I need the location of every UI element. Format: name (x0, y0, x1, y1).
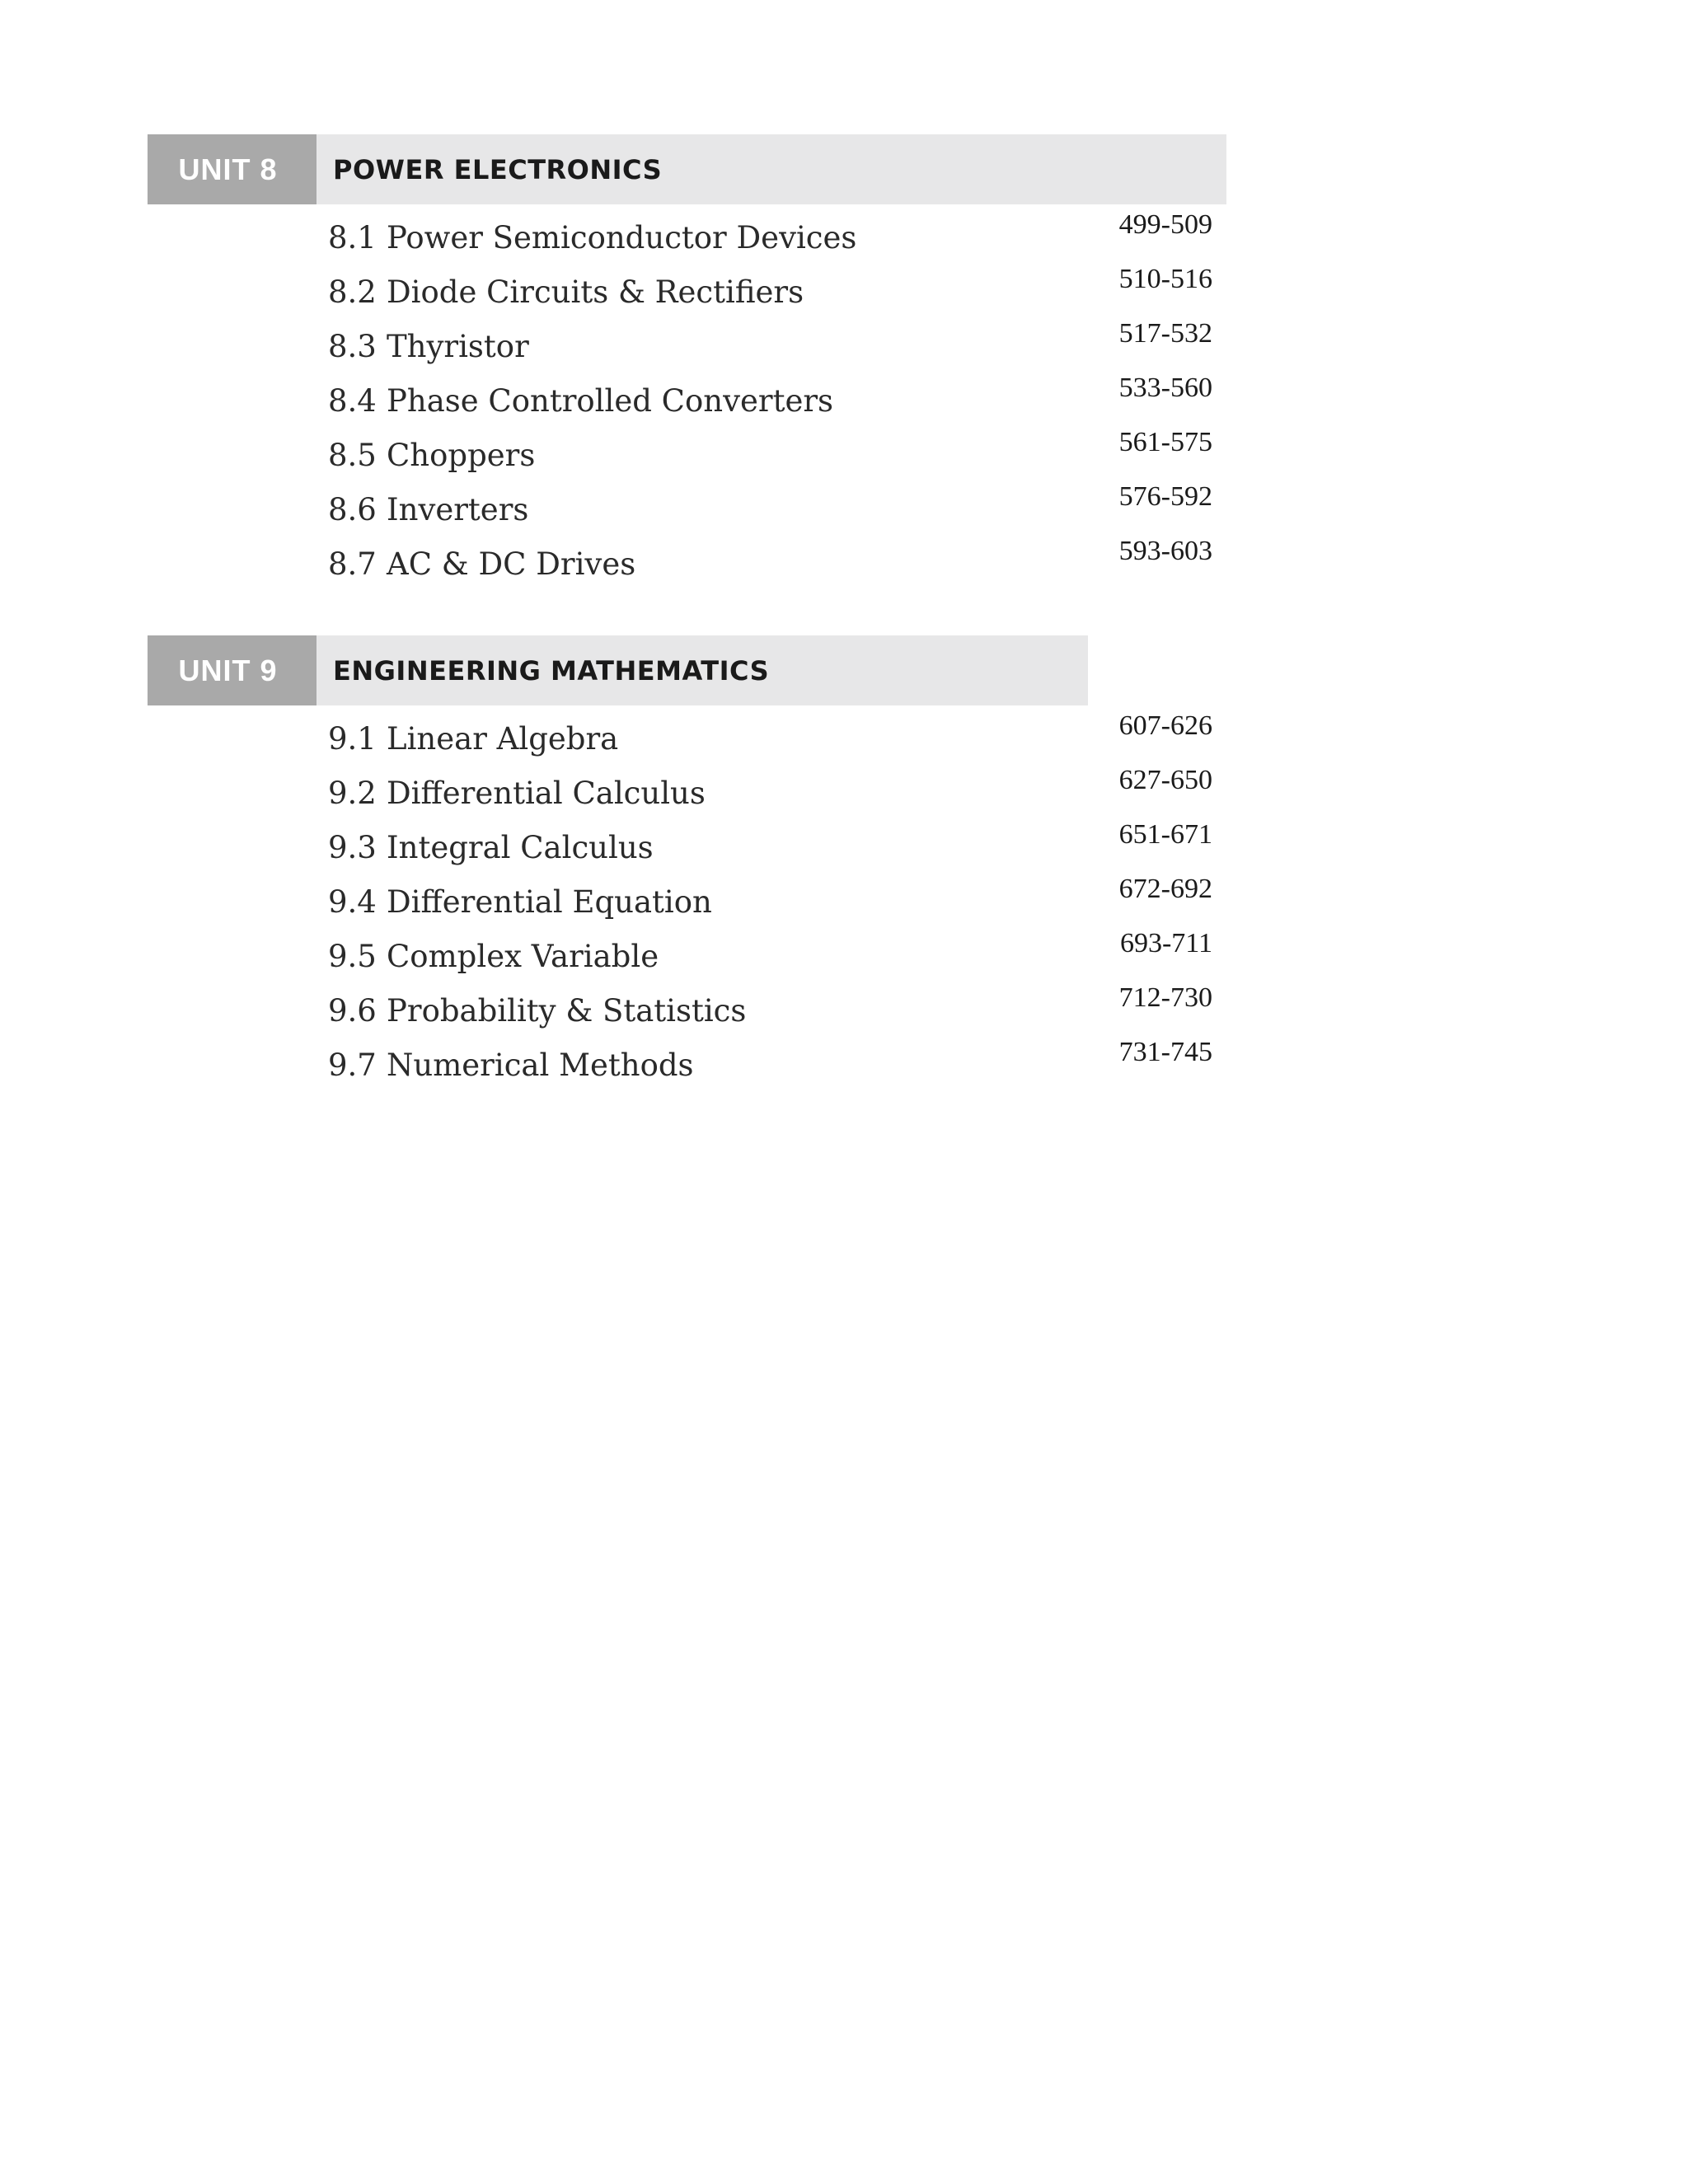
entry-number: 9.7 (328, 1047, 377, 1083)
entry-title: Inverters (387, 492, 529, 527)
unit-label: UNIT 9 (148, 635, 316, 705)
entry-title: Power Semiconductor Devices (387, 220, 857, 255)
toc-entry[interactable] (0, 427, 1688, 490)
entry-title: Probability & Statistics (387, 993, 747, 1029)
entry-number: 9.5 (328, 939, 377, 974)
entry-title: Choppers (387, 438, 536, 473)
entry-title: Differential Equation (387, 884, 712, 920)
entry-pages: 510-516 (1118, 264, 1212, 294)
toc-entry[interactable] (0, 1037, 1688, 1099)
entry-pages: 533-560 (1118, 373, 1212, 403)
entry-title: Phase Controlled Converters (387, 383, 834, 419)
entry-title: Complex Variable (387, 939, 659, 974)
unit-title: ENGINEERING MATHEMATICS (316, 635, 1088, 705)
toc-entry[interactable] (0, 710, 1688, 773)
entry-title: AC & DC Drives (387, 546, 636, 582)
entry-number: 8.2 (328, 274, 377, 310)
entry-title: Diode Circuits & Rectifiers (387, 274, 804, 310)
entry-title: Differential Calculus (387, 776, 706, 811)
entry-pages: 651-671 (1118, 819, 1212, 850)
toc-entry[interactable] (0, 874, 1688, 936)
entry-pages: 712-730 (1118, 982, 1212, 1013)
entry-pages: 672-692 (1118, 874, 1212, 904)
toc-entry[interactable] (0, 481, 1688, 544)
entry-number: 8.3 (328, 329, 377, 364)
entry-pages: 517-532 (1118, 318, 1212, 349)
entry-number: 9.6 (328, 993, 377, 1029)
entry-number: 8.6 (328, 492, 377, 527)
entry-pages: 561-575 (1118, 427, 1212, 457)
toc-entry[interactable] (0, 264, 1688, 326)
toc-entry[interactable] (0, 536, 1688, 598)
entry-title: Integral Calculus (387, 830, 654, 865)
entry-pages: 593-603 (1118, 536, 1212, 566)
entry-pages: 693-711 (1119, 928, 1212, 958)
entry-number: 8.1 (328, 220, 377, 255)
entry-number: 8.4 (328, 383, 377, 419)
toc-entry[interactable] (0, 209, 1688, 272)
entry-pages: 576-592 (1118, 481, 1212, 512)
entry-number: 9.4 (328, 884, 377, 920)
unit-title: POWER ELECTRONICS (316, 134, 1226, 204)
entry-number: 9.3 (328, 830, 377, 865)
unit-label: UNIT 8 (148, 134, 316, 204)
toc-entry[interactable] (0, 318, 1688, 381)
entry-number: 8.7 (328, 546, 377, 582)
toc-entry[interactable] (0, 928, 1688, 991)
unit-header (148, 635, 1088, 705)
toc-entry[interactable] (0, 373, 1688, 435)
entry-pages: 607-626 (1118, 710, 1212, 741)
entry-pages: 627-650 (1118, 765, 1212, 795)
unit-header (148, 134, 1226, 204)
toc-entry[interactable] (0, 819, 1688, 882)
entry-number: 9.1 (328, 721, 377, 757)
entry-number: 9.2 (328, 776, 377, 811)
entry-pages: 731-745 (1118, 1037, 1212, 1067)
toc-entry[interactable] (0, 982, 1688, 1045)
entry-title: Linear Algebra (387, 721, 619, 757)
entry-title: Thyristor (387, 329, 529, 364)
entry-number: 8.5 (328, 438, 377, 473)
entry-pages: 499-509 (1118, 209, 1212, 240)
toc-entry[interactable] (0, 765, 1688, 827)
entry-title: Numerical Methods (387, 1047, 694, 1083)
